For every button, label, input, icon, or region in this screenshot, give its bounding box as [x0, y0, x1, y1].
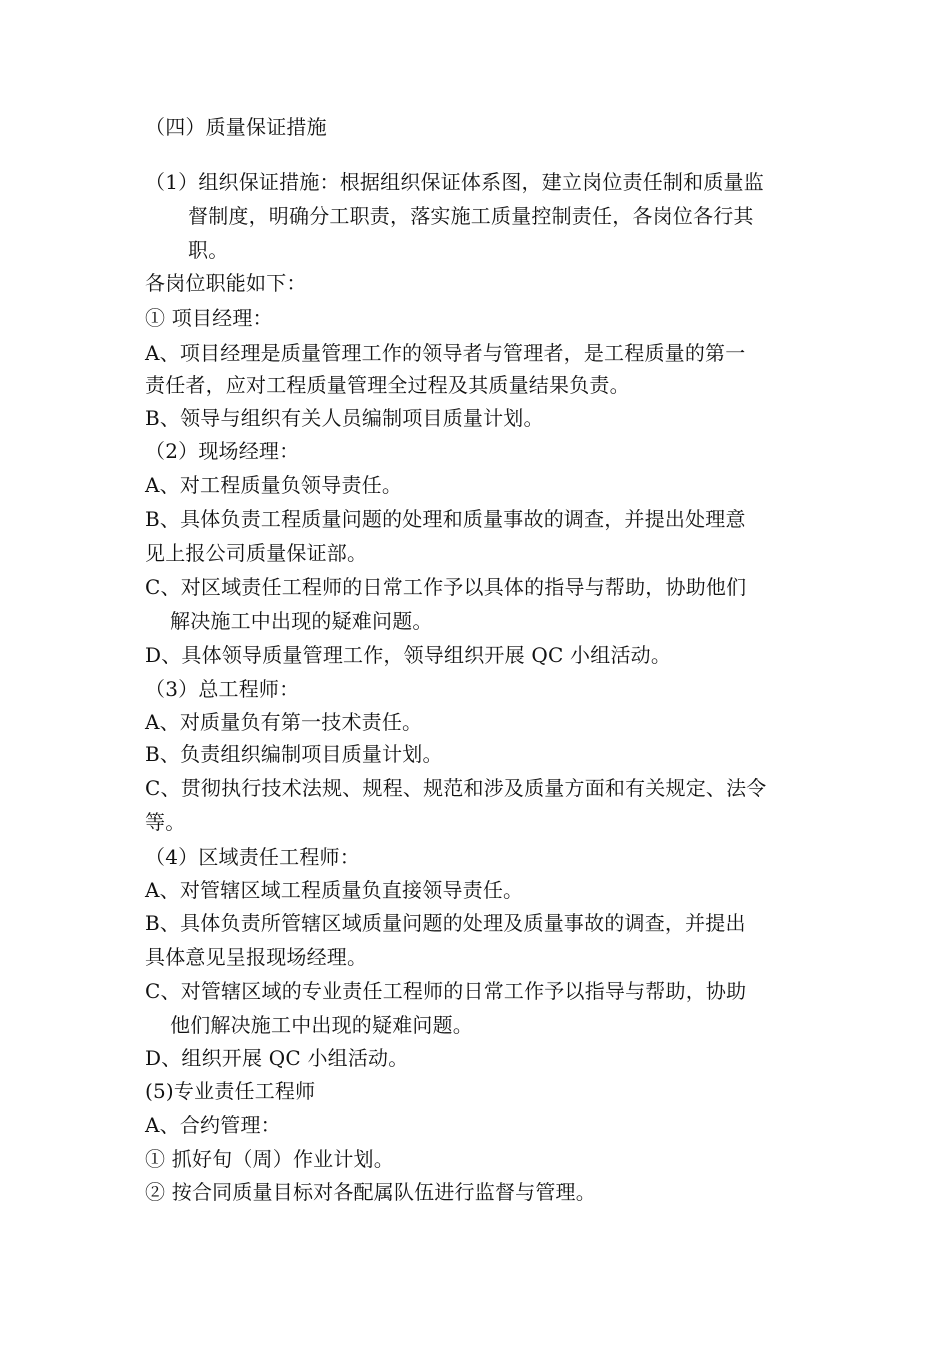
paragraph-line: C、对管辖区域的专业责任工程师的日常工作予以指导与帮助，协助 — [145, 979, 747, 1003]
paragraph-line: B、具体负责工程质量问题的处理和质量事故的调查，并提出处理意 — [145, 507, 746, 531]
paragraph-line: 解决施工中出现的疑难问题。 — [170, 609, 433, 633]
paragraph-line: A、合约管理： — [145, 1113, 281, 1137]
paragraph-line: 责任者，应对工程质量管理全过程及其质量结果负责。 — [145, 373, 630, 397]
paragraph-line: ② 按合同质量目标对各配属队伍进行监督与管理。 — [145, 1180, 596, 1204]
subsection-heading: （3）总工程师： — [145, 677, 300, 701]
subsection-heading: （4）区域责任工程师： — [145, 845, 360, 869]
paragraph-line: B、具体负责所管辖区域质量问题的处理及质量事故的调查，并提出 — [145, 911, 746, 935]
subsection-heading: (5)专业责任工程师 — [145, 1079, 316, 1103]
paragraph-line: A、对管辖区域工程质量负直接领导责任。 — [145, 878, 524, 902]
paragraph-line: A、项目经理是质量管理工作的领导者与管理者，是工程质量的第一 — [145, 341, 746, 365]
paragraph-line: C、贯彻执行技术法规、规程、规范和涉及质量方面和有关规定、法令 — [145, 776, 767, 800]
subsection-heading: ① 项目经理： — [145, 306, 273, 330]
paragraph-line: A、对质量负有第一技术责任。 — [145, 710, 423, 734]
paragraph-line: 他们解决施工中出现的疑难问题。 — [170, 1013, 473, 1037]
paragraph-line: B、负责组织编制项目质量计划。 — [145, 742, 443, 766]
section-heading: （四）质量保证措施 — [145, 115, 327, 139]
paragraph-line: 具体意见呈报现场经理。 — [145, 945, 368, 969]
paragraph-line: 各岗位职能如下： — [145, 271, 307, 295]
paragraph-line: D、具体领导质量管理工作，领导组织开展 QC 小组活动。 — [145, 643, 672, 667]
paragraph-line: B、领导与组织有关人员编制项目质量计划。 — [145, 406, 544, 430]
paragraph-line: A、对工程质量负领导责任。 — [145, 473, 403, 497]
paragraph-line: 见上报公司质量保证部。 — [145, 541, 368, 565]
paragraph-line: 职。 — [188, 238, 229, 262]
subsection-heading: （2）现场经理： — [145, 439, 300, 463]
paragraph-line: 等。 — [145, 810, 186, 834]
paragraph-line: C、对区域责任工程师的日常工作予以具体的指导与帮助，协助他们 — [145, 575, 747, 599]
paragraph-line: （1）组织保证措施：根据组织保证体系图，建立岗位责任制和质量监 — [145, 170, 764, 194]
paragraph-line: ① 抓好旬（周）作业计划。 — [145, 1147, 394, 1171]
paragraph-line: 督制度，明确分工职责，落实施工质量控制责任，各岗位各行其 — [188, 204, 754, 228]
paragraph-line: D、组织开展 QC 小组活动。 — [145, 1046, 409, 1070]
